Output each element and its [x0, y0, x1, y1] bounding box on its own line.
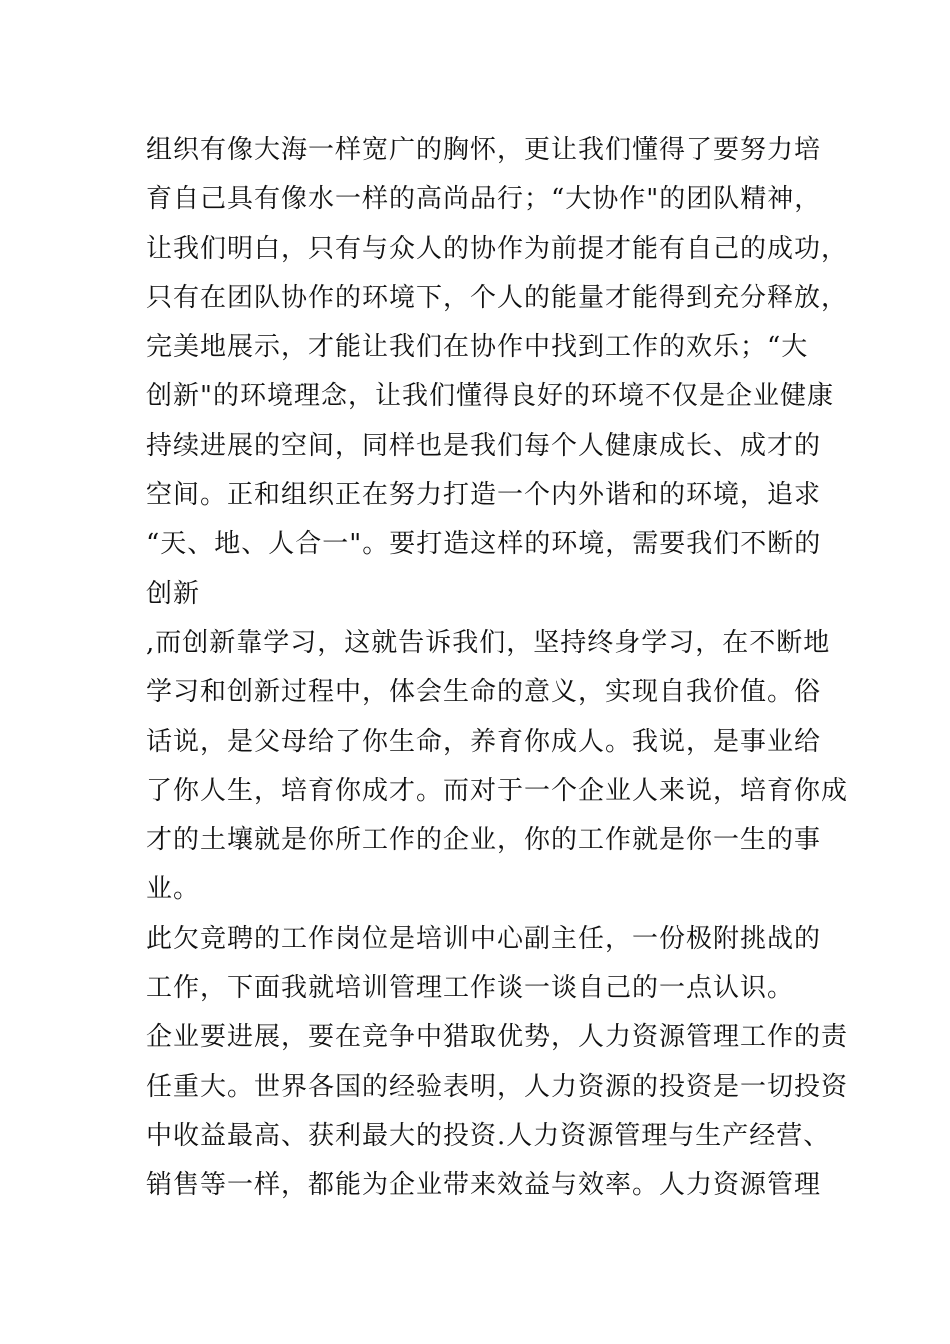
text-line: 业。 [146, 874, 201, 905]
text-line: 育自己具有像水一样的高尚品行；“大协作"的团队精神， [146, 184, 822, 215]
text-line: 完美地展示，才能让我们在协作中找到工作的欢乐；“大 [146, 332, 809, 363]
text-line: 企业要进展，要在竞争中猎取优势，人力资源管理工作的责 [146, 1022, 849, 1053]
text-line: 让我们明白，只有与众人的协作为前提才能有自己的成功， [146, 233, 849, 264]
text-line: 才的土壤就是你所工作的企业，你的工作就是你一生的事 [146, 825, 822, 856]
text-line: 学习和创新过程中，体会生命的意义，实现自我价值。俗 [146, 677, 822, 708]
text-line: 工作，下面我就培训管理工作谈一谈自己的一点认识。 [146, 973, 795, 1004]
text-line: 创新"的环境理念，让我们懂得良好的环境不仅是企业健康 [146, 381, 834, 412]
text-line: “天、地、人合一"。要打造这样的环境，需要我们不断的 [146, 529, 822, 560]
text-line: 销售等一样，都能为企业带来效益与效率。人力资源管理 [146, 1170, 822, 1201]
text-line: 中收益最高、获利最大的投资.人力资源管理与生产经营、 [146, 1120, 831, 1151]
text-line: 组织有像大海一样宽广的胸怀，更让我们懂得了要努力培 [146, 135, 822, 165]
text-line: ,而创新靠学习，这就告诉我们，坚持终身学习，在不断地 [146, 627, 831, 658]
text-line: 创新 [146, 578, 201, 609]
text-line: 话说，是父母给了你生命，养育你成人。我说，是事业给 [146, 726, 822, 757]
text-line: 持续进展的空间，同样也是我们每个人健康成长、成才的 [146, 430, 822, 461]
text-line: 只有在团队协作的环境下，个人的能量才能得到充分释放， [146, 282, 849, 313]
text-line: 空间。正和组织正在努力打造一个内外谐和的环境，追求 [146, 480, 822, 511]
text-line: 任重大。世界各国的经验表明，人力资源的投资是一切投资 [146, 1071, 849, 1102]
document-body [146, 126, 849, 1211]
text-line: 此欠竞聘的工作岗位是培训中心副主任，一份极附挑战的 [146, 923, 822, 954]
text-line: 了你人生，培育你成才。而对于一个企业人来说，培育你成 [146, 775, 849, 806]
